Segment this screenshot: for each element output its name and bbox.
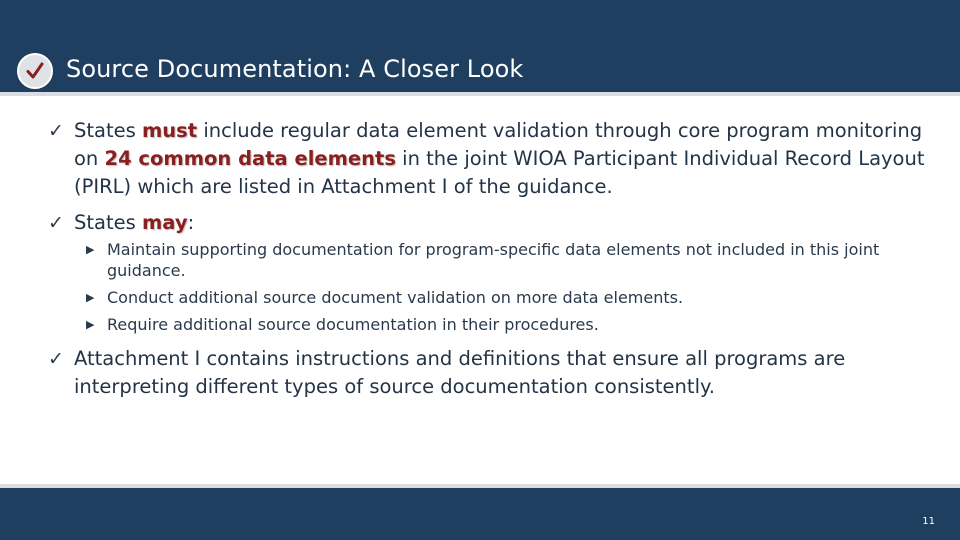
sub-bullet xyxy=(86,314,928,335)
checkmark-icon xyxy=(17,53,53,89)
slide-footer xyxy=(0,484,960,540)
page-number: 11 xyxy=(922,516,935,527)
text-run: States xyxy=(74,211,142,234)
check-bullet-icon: ✓ xyxy=(48,212,64,234)
slide-body xyxy=(48,117,928,401)
text-run: : xyxy=(187,211,195,234)
sub-bullet-text: Maintain supporting documentation for program-specific data elements not included in this joint guidance. xyxy=(107,240,880,280)
triangle-bullet-icon: ▶ xyxy=(86,243,95,256)
triangle-bullet-icon: ▶ xyxy=(86,318,95,331)
text-run: in the joint WIOA Participant Individual Record Layout (PIRL) which are listed in Attachment I of the guidance. xyxy=(74,147,925,198)
highlighted-text: must xyxy=(141,119,198,142)
bullet-attachment xyxy=(48,345,928,401)
bullet-text: Attachment I contains instructions and definitions that ensure all programs are interpreting different types of source documentation consistently. xyxy=(74,347,846,398)
bullet-may xyxy=(48,209,928,237)
bullet-text xyxy=(74,209,928,237)
bullet-must xyxy=(48,117,928,201)
text-run: include regular data element validation through core program monitoring on xyxy=(74,119,923,170)
sub-bullet xyxy=(86,287,928,308)
check-bullet-icon: ✓ xyxy=(48,120,64,142)
bullet-text xyxy=(74,117,928,201)
sub-bullet xyxy=(86,239,928,281)
sub-bullet-list xyxy=(86,239,928,335)
sub-bullet-text: Conduct additional source document validation on more data elements. xyxy=(107,288,684,307)
triangle-bullet-icon: ▶ xyxy=(86,291,95,304)
slide-header xyxy=(0,0,960,96)
slide-title: Source Documentation: A Closer Look xyxy=(66,55,524,83)
highlighted-text: may xyxy=(141,211,188,234)
sub-bullet-text: Require additional source documentation in their procedures. xyxy=(107,315,599,334)
text-run: States xyxy=(74,119,142,142)
check-bullet-icon: ✓ xyxy=(48,348,64,370)
highlighted-text: 24 common data elements xyxy=(104,147,396,170)
